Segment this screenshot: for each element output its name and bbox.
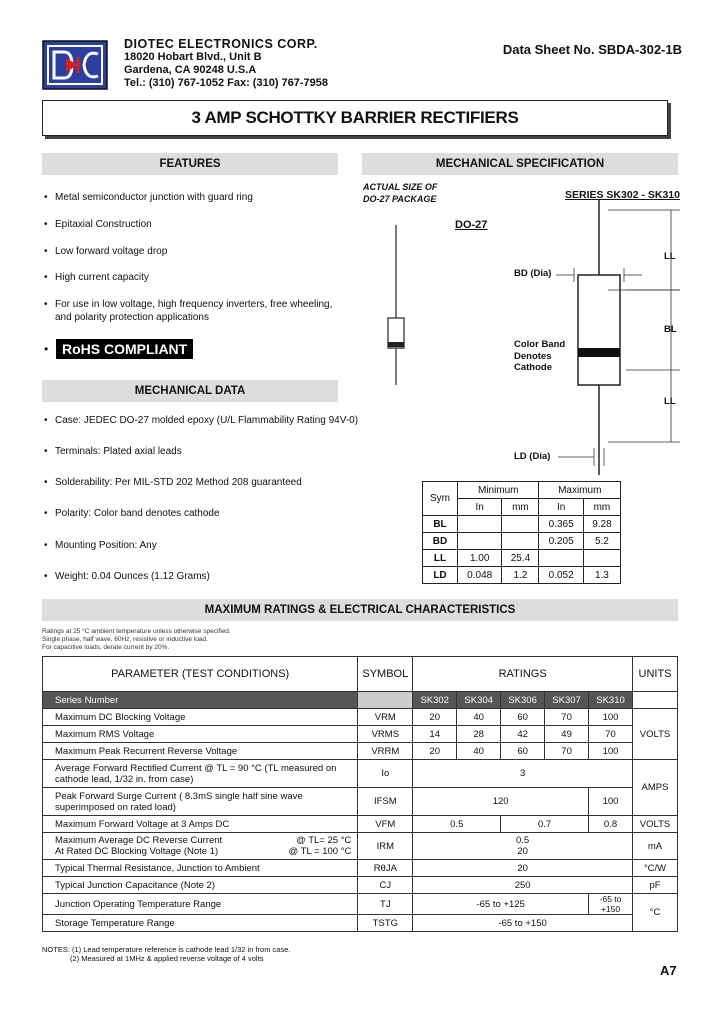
ld-label: LD (Dia) bbox=[514, 451, 551, 462]
feature-item: • Low forward voltage drop bbox=[44, 245, 344, 258]
mech-data-item: • Polarity: Color band denotes cathode bbox=[44, 507, 344, 520]
dim-header-mm: mm bbox=[583, 499, 620, 516]
package-label: DO-27 bbox=[455, 219, 488, 231]
mechanical-data-heading: MECHANICAL DATA bbox=[42, 380, 338, 402]
actual-size-label: ACTUAL SIZE OF DO-27 PACKAGE bbox=[363, 182, 438, 204]
table-row: Typical Thermal Resistance, Junction to Ambient RθJA 20 °C/W bbox=[43, 860, 678, 877]
datasheet-number: Data Sheet No. SBDA-302-1B bbox=[502, 42, 682, 57]
series-row: Series Number SK302 SK304 SK306 SK307 SK310 bbox=[43, 692, 678, 709]
company-address1: 18020 Hobart Blvd., Unit B bbox=[124, 51, 262, 63]
feature-item: • Epitaxial Construction bbox=[44, 218, 344, 231]
col-header-parameter: PARAMETER (TEST CONDITIONS) bbox=[43, 657, 358, 692]
table-row: BL 0.365 9.28 bbox=[423, 516, 621, 533]
table-row: Maximum DC Blocking Voltage VRM 20 40 60 70 100 VOLTS bbox=[43, 709, 678, 726]
dim-header-minimum: Minimum bbox=[458, 482, 539, 499]
dim-header-in: In bbox=[458, 499, 502, 516]
col-header-symbol: SYMBOL bbox=[358, 657, 413, 692]
features-heading: FEATURES bbox=[42, 153, 338, 175]
mech-data-item: • Terminals: Plated axial leads bbox=[44, 445, 344, 458]
company-name: DIOTEC ELECTRONICS CORP. bbox=[124, 37, 318, 51]
diotec-logo bbox=[42, 40, 108, 90]
mech-data-item: • Mounting Position: Any bbox=[44, 539, 344, 552]
mech-data-item: • Case: JEDEC DO-27 molded epoxy (U/L Flammability Rating 94V-0) bbox=[44, 414, 364, 427]
series-label: SERIES SK302 - SK310 bbox=[565, 189, 680, 201]
dim-header-mm: mm bbox=[502, 499, 539, 516]
table-row: Maximum RMS Voltage VRMS 14 28 42 49 70 bbox=[43, 726, 678, 743]
table-row: Maximum Peak Recurrent Reverse Voltage VRRM 20 40 60 70 100 bbox=[43, 743, 678, 760]
footnotes: NOTES: (1) Lead temperature reference is cathode lead 1/32 in from case. (2) Measured at 1MHz & applied reverse voltage of 4 volts bbox=[42, 945, 291, 963]
dim-header-sym: Sym bbox=[423, 482, 458, 516]
table-row: Storage Temperature Range TSTG -65 to +150 bbox=[43, 915, 678, 932]
feature-item: • Metal semiconductor junction with guard ring bbox=[44, 191, 344, 204]
page-number: A7 bbox=[660, 963, 677, 978]
page-title: 3 AMP SCHOTTKY BARRIER RECTIFIERS bbox=[42, 100, 668, 136]
table-row: Junction Operating Temperature Range TJ -65 to +125 -65 to +150 °C bbox=[43, 894, 678, 915]
table-row: LD 0.048 1.2 0.052 1.3 bbox=[423, 567, 621, 584]
feature-item: • High current capacity bbox=[44, 271, 344, 284]
table-row: BD 0.205 5.2 bbox=[423, 533, 621, 550]
company-info bbox=[124, 38, 328, 90]
bd-label: BD (Dia) bbox=[514, 268, 552, 279]
mech-data-item: • Weight: 0.04 Ounces (1.12 Grams) bbox=[44, 570, 344, 583]
mechanical-spec-heading: MECHANICAL SPECIFICATION bbox=[362, 153, 678, 175]
ratings-conditions-note: Ratings at 25 °C ambient temperature unless otherwise specified. Single phase, half wave, 60Hz, resistive or inductive load. For capacitive loads, derate current by 20%. bbox=[42, 628, 231, 651]
bl-label: BL bbox=[664, 324, 677, 335]
table-row: Typical Junction Capacitance (Note 2) CJ 250 pF bbox=[43, 877, 678, 894]
ll-top-label: LL bbox=[664, 251, 676, 262]
dim-header-in: In bbox=[539, 499, 583, 516]
col-header-ratings: RATINGS bbox=[413, 657, 633, 692]
table-row: Peak Forward Surge Current ( 8.3mS single half sine wave superimposed on rated load) IFSM 120 100 bbox=[43, 788, 678, 816]
company-address2: Gardena, CA 90248 U.S.A bbox=[124, 64, 257, 76]
color-band-label: Color Band Denotes Cathode bbox=[514, 339, 566, 373]
dimension-table bbox=[422, 481, 621, 584]
table-row: Average Forward Rectified Current @ TL = 90 °C (TL measured on cathode lead, 1/32 in. from case) Io 3 AMPS bbox=[43, 760, 678, 788]
table-row: Maximum Forward Voltage at 3 Amps DC VFM 0.5 0.7 0.8 VOLTS bbox=[43, 816, 678, 833]
col-header-units: UNITS bbox=[633, 657, 678, 692]
table-row: LL 1.00 25.4 bbox=[423, 550, 621, 567]
actual-size-diode-drawing bbox=[380, 225, 412, 385]
ratings-table bbox=[42, 656, 678, 932]
ratings-heading: MAXIMUM RATINGS & ELECTRICAL CHARACTERISTICS bbox=[42, 599, 678, 621]
table-row: Maximum Average DC Reverse Current At Rated DC Blocking Voltage (Note 1) @ TL= 25 °C @ TL = 100 °C IRM 0.5 20 mA bbox=[43, 833, 678, 860]
ll-bottom-label: LL bbox=[664, 396, 676, 407]
company-phone: Tel.: (310) 767-1052 Fax: (310) 767-7958 bbox=[124, 77, 329, 89]
do27-outline-drawing bbox=[508, 200, 688, 475]
mech-data-item: • Solderability: Per MIL-STD 202 Method 208 guaranteed bbox=[44, 476, 344, 489]
dim-header-maximum: Maximum bbox=[539, 482, 621, 499]
feature-item: • For use in low voltage, high frequency inverters, free wheeling, and polarity protection applications bbox=[44, 298, 340, 324]
